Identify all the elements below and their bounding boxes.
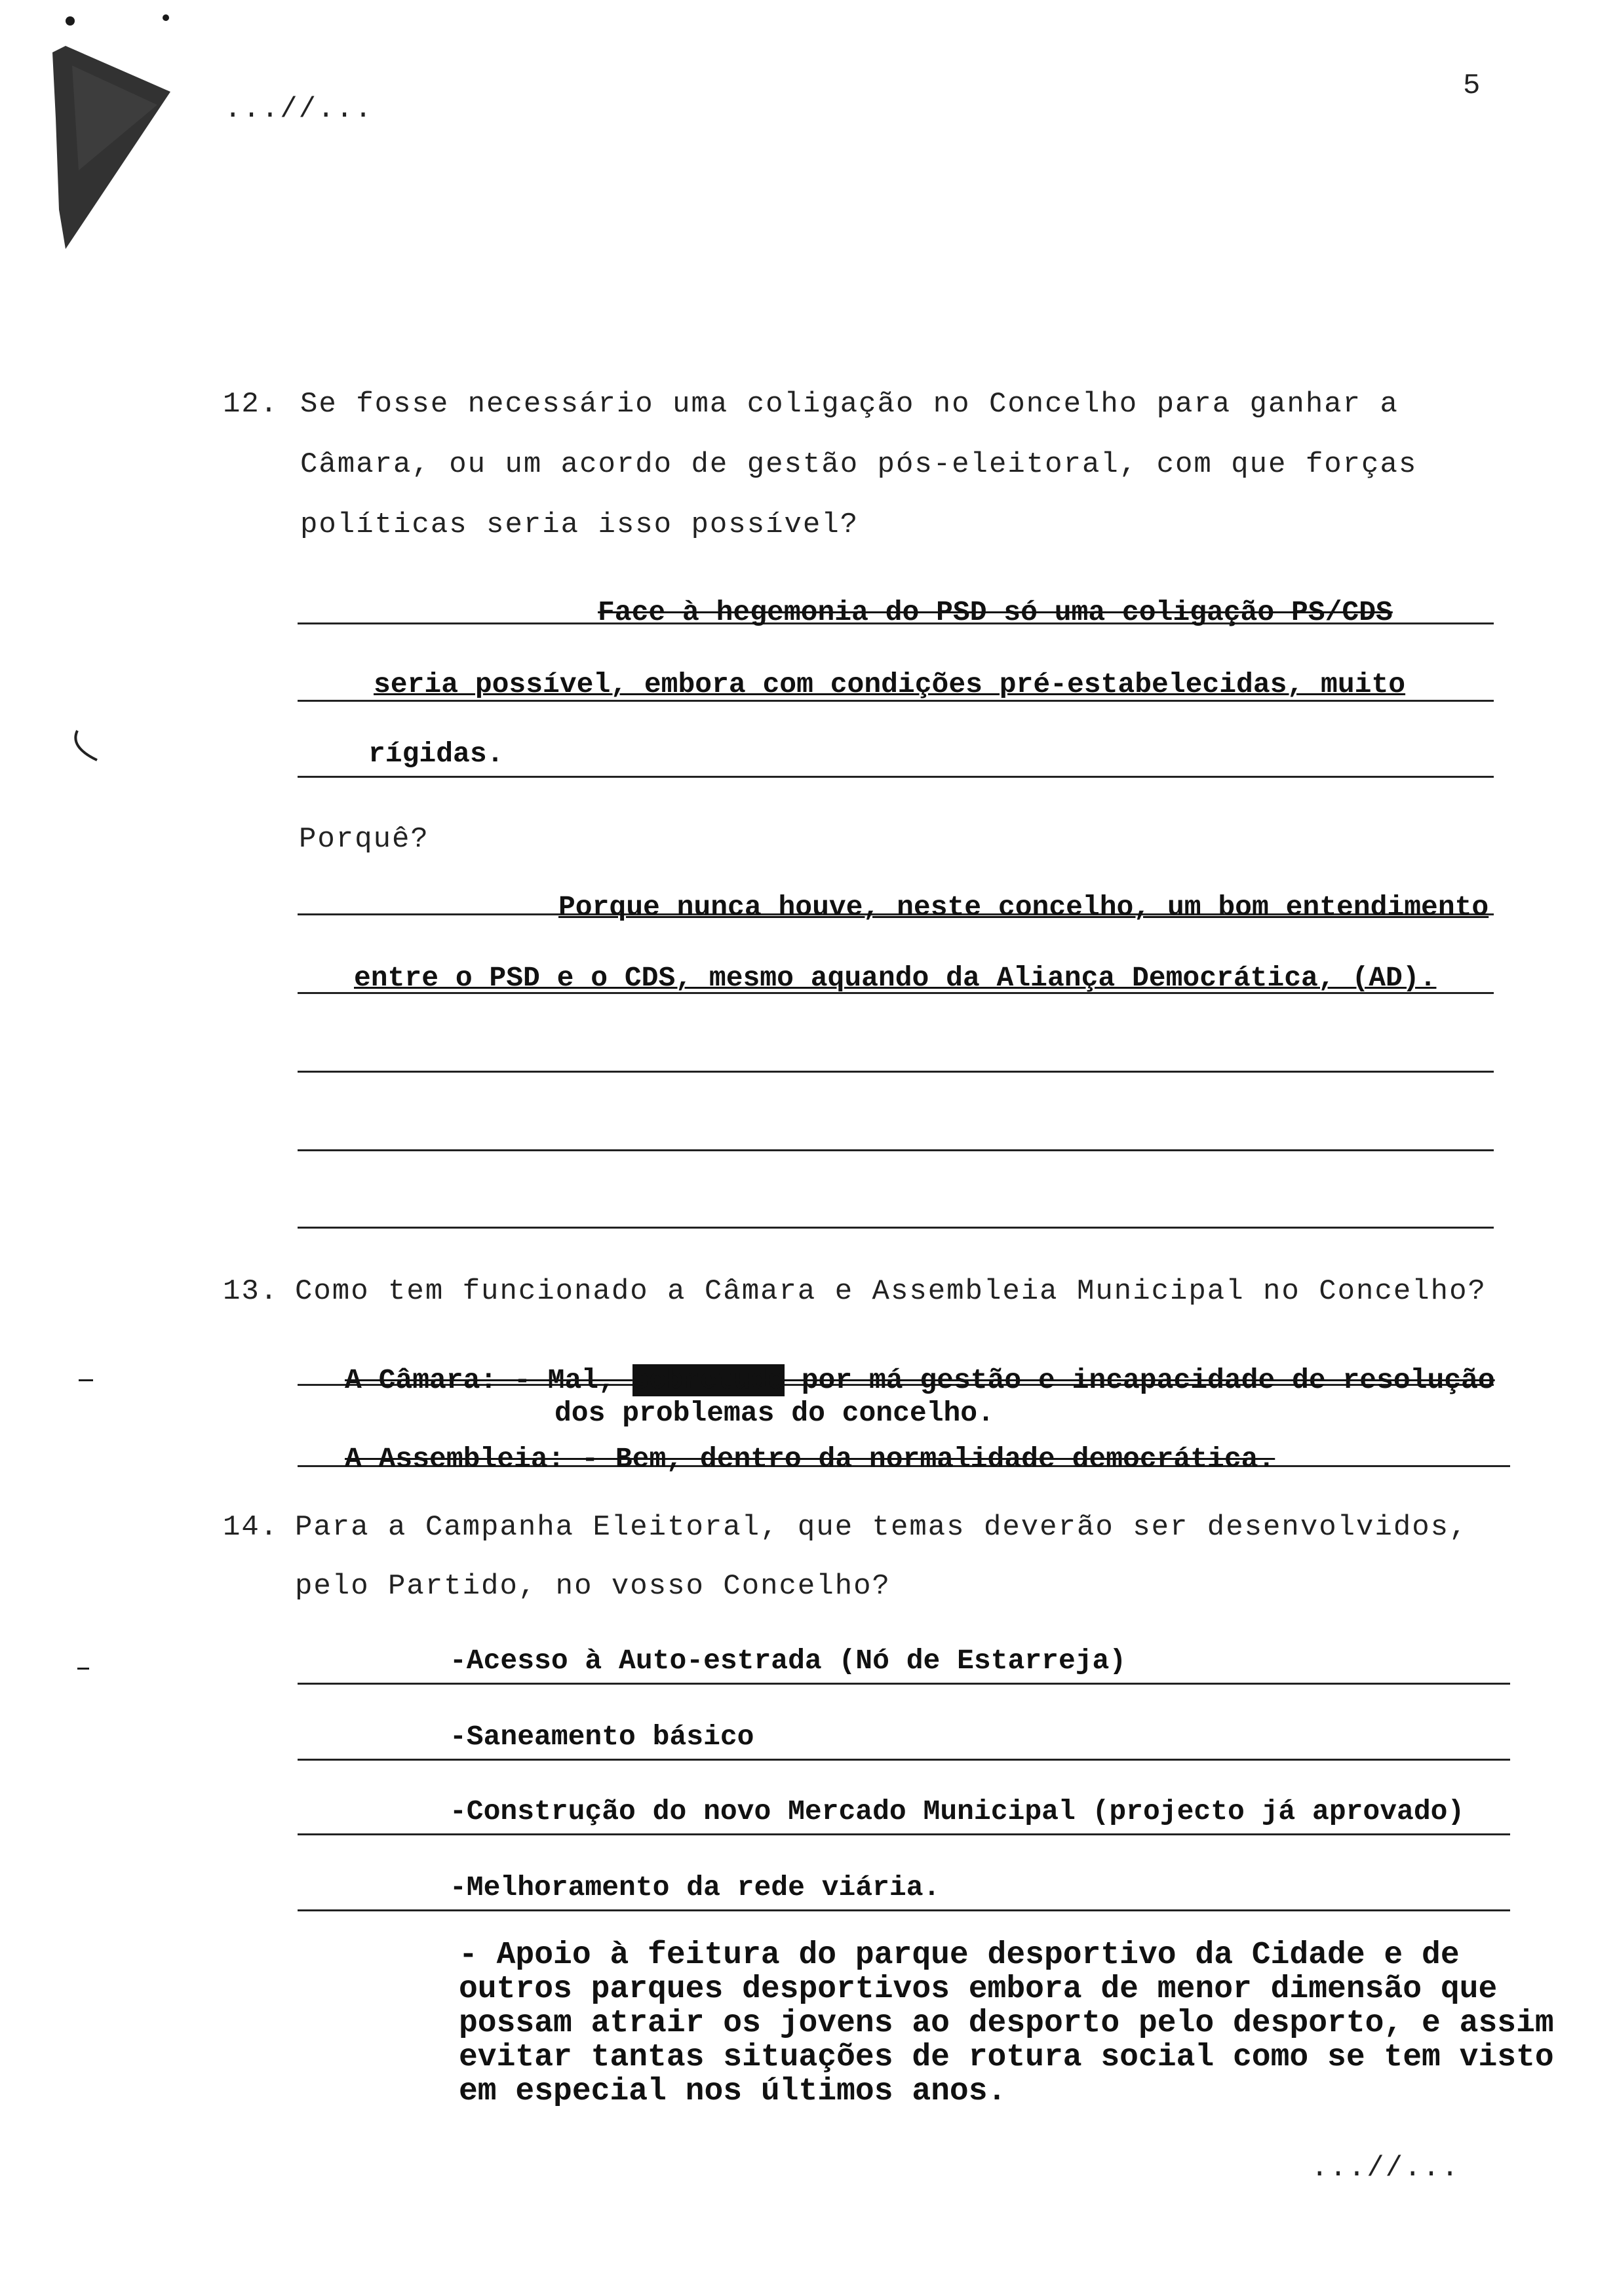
camara-label: A Câmara: - Mal, <box>345 1364 632 1396</box>
answer-rule <box>298 776 1494 778</box>
question-13-text: Como tem funcionado a Câmara e Assembleia Municipal no Concelho? <box>295 1275 1487 1308</box>
answer-rule <box>298 1759 1510 1761</box>
continuation-marker-bottom: ...//... <box>1311 2152 1460 2185</box>
q13-camara-line-cont: dos problemas do concelho. <box>555 1397 994 1429</box>
q14-final-item: - Apoio à feitura do parque desportivo da Cidade e de outros parques desportivos embora de menor dimensão que possam atrair os jovens ao desporto pelo desporto, e assim evitar tantas situações de rotura social como se tem visto em especial nos últimos anos. <box>459 1938 1554 2109</box>
blank-answer-rule <box>298 1227 1494 1229</box>
question-12-line-2: Câmara, ou um acordo de gestão pós-eleitoral, com que forças <box>300 448 1418 481</box>
blank-answer-rule <box>298 1071 1494 1073</box>
scan-edge-dash <box>77 1668 89 1670</box>
question-14-line-2: pelo Partido, no vosso Concelho? <box>295 1570 891 1603</box>
q14-item-1: -Acesso à Auto-estrada (Nó de Estarreja) <box>450 1645 1127 1677</box>
continuation-marker-top: ...//... <box>224 93 374 126</box>
q14-item-3: -Construção do novo Mercado Municipal (projecto já aprovado) <box>450 1795 1465 1827</box>
camara-crossed-out-word: sobretudo <box>632 1364 785 1396</box>
scan-edge-dash <box>79 1379 93 1381</box>
q12-answer-line-2: seria possível, embora com condições pré-estabelecidas, muito <box>374 668 1406 700</box>
why-label: Porquê? <box>299 823 429 856</box>
scan-edge-bracket <box>64 727 104 767</box>
scan-dot <box>66 16 75 26</box>
answer-rule <box>298 1683 1510 1685</box>
blank-answer-rule <box>298 1149 1494 1151</box>
q13-camara-line <box>345 1364 1495 1396</box>
answer-rule <box>298 1833 1510 1835</box>
q14-item-4: -Melhoramento da rede viária. <box>450 1871 941 1904</box>
scan-corner-mark <box>39 39 197 262</box>
question-12-line-3: políticas seria isso possível? <box>300 508 859 541</box>
page-number: 5 <box>1463 69 1482 102</box>
camara-text: por má gestão e incapacidade de resolução <box>784 1364 1495 1396</box>
answer-rule <box>298 1909 1510 1911</box>
q12-answer-line-1: Face à hegemonia do PSD só uma coligação PS/CDS <box>598 596 1393 628</box>
q14-item-2: -Saneamento básico <box>450 1721 754 1753</box>
q12-why-answer-line-1: Porque nunca houve, neste concelho, um bom entendimento <box>558 891 1489 923</box>
question-14-line-1: Para a Campanha Eleitoral, que temas deverão ser desenvolvidos, <box>295 1511 1468 1544</box>
question-12-line-1: Se fosse necessário uma coligação no Concelho para ganhar a <box>300 388 1399 421</box>
q12-why-answer-line-2: entre o PSD e o CDS, mesmo aquando da Aliança Democrática, (AD). <box>354 962 1437 994</box>
question-number: 13. <box>223 1275 279 1308</box>
q12-answer-line-3: rígidas. <box>368 738 504 770</box>
q13-assembleia-line: A Assembleia: - Bem, dentro da normalidade democrática. <box>345 1443 1275 1475</box>
question-number: 12. <box>223 388 279 421</box>
question-number: 14. <box>223 1511 279 1544</box>
scan-dot <box>163 14 169 21</box>
